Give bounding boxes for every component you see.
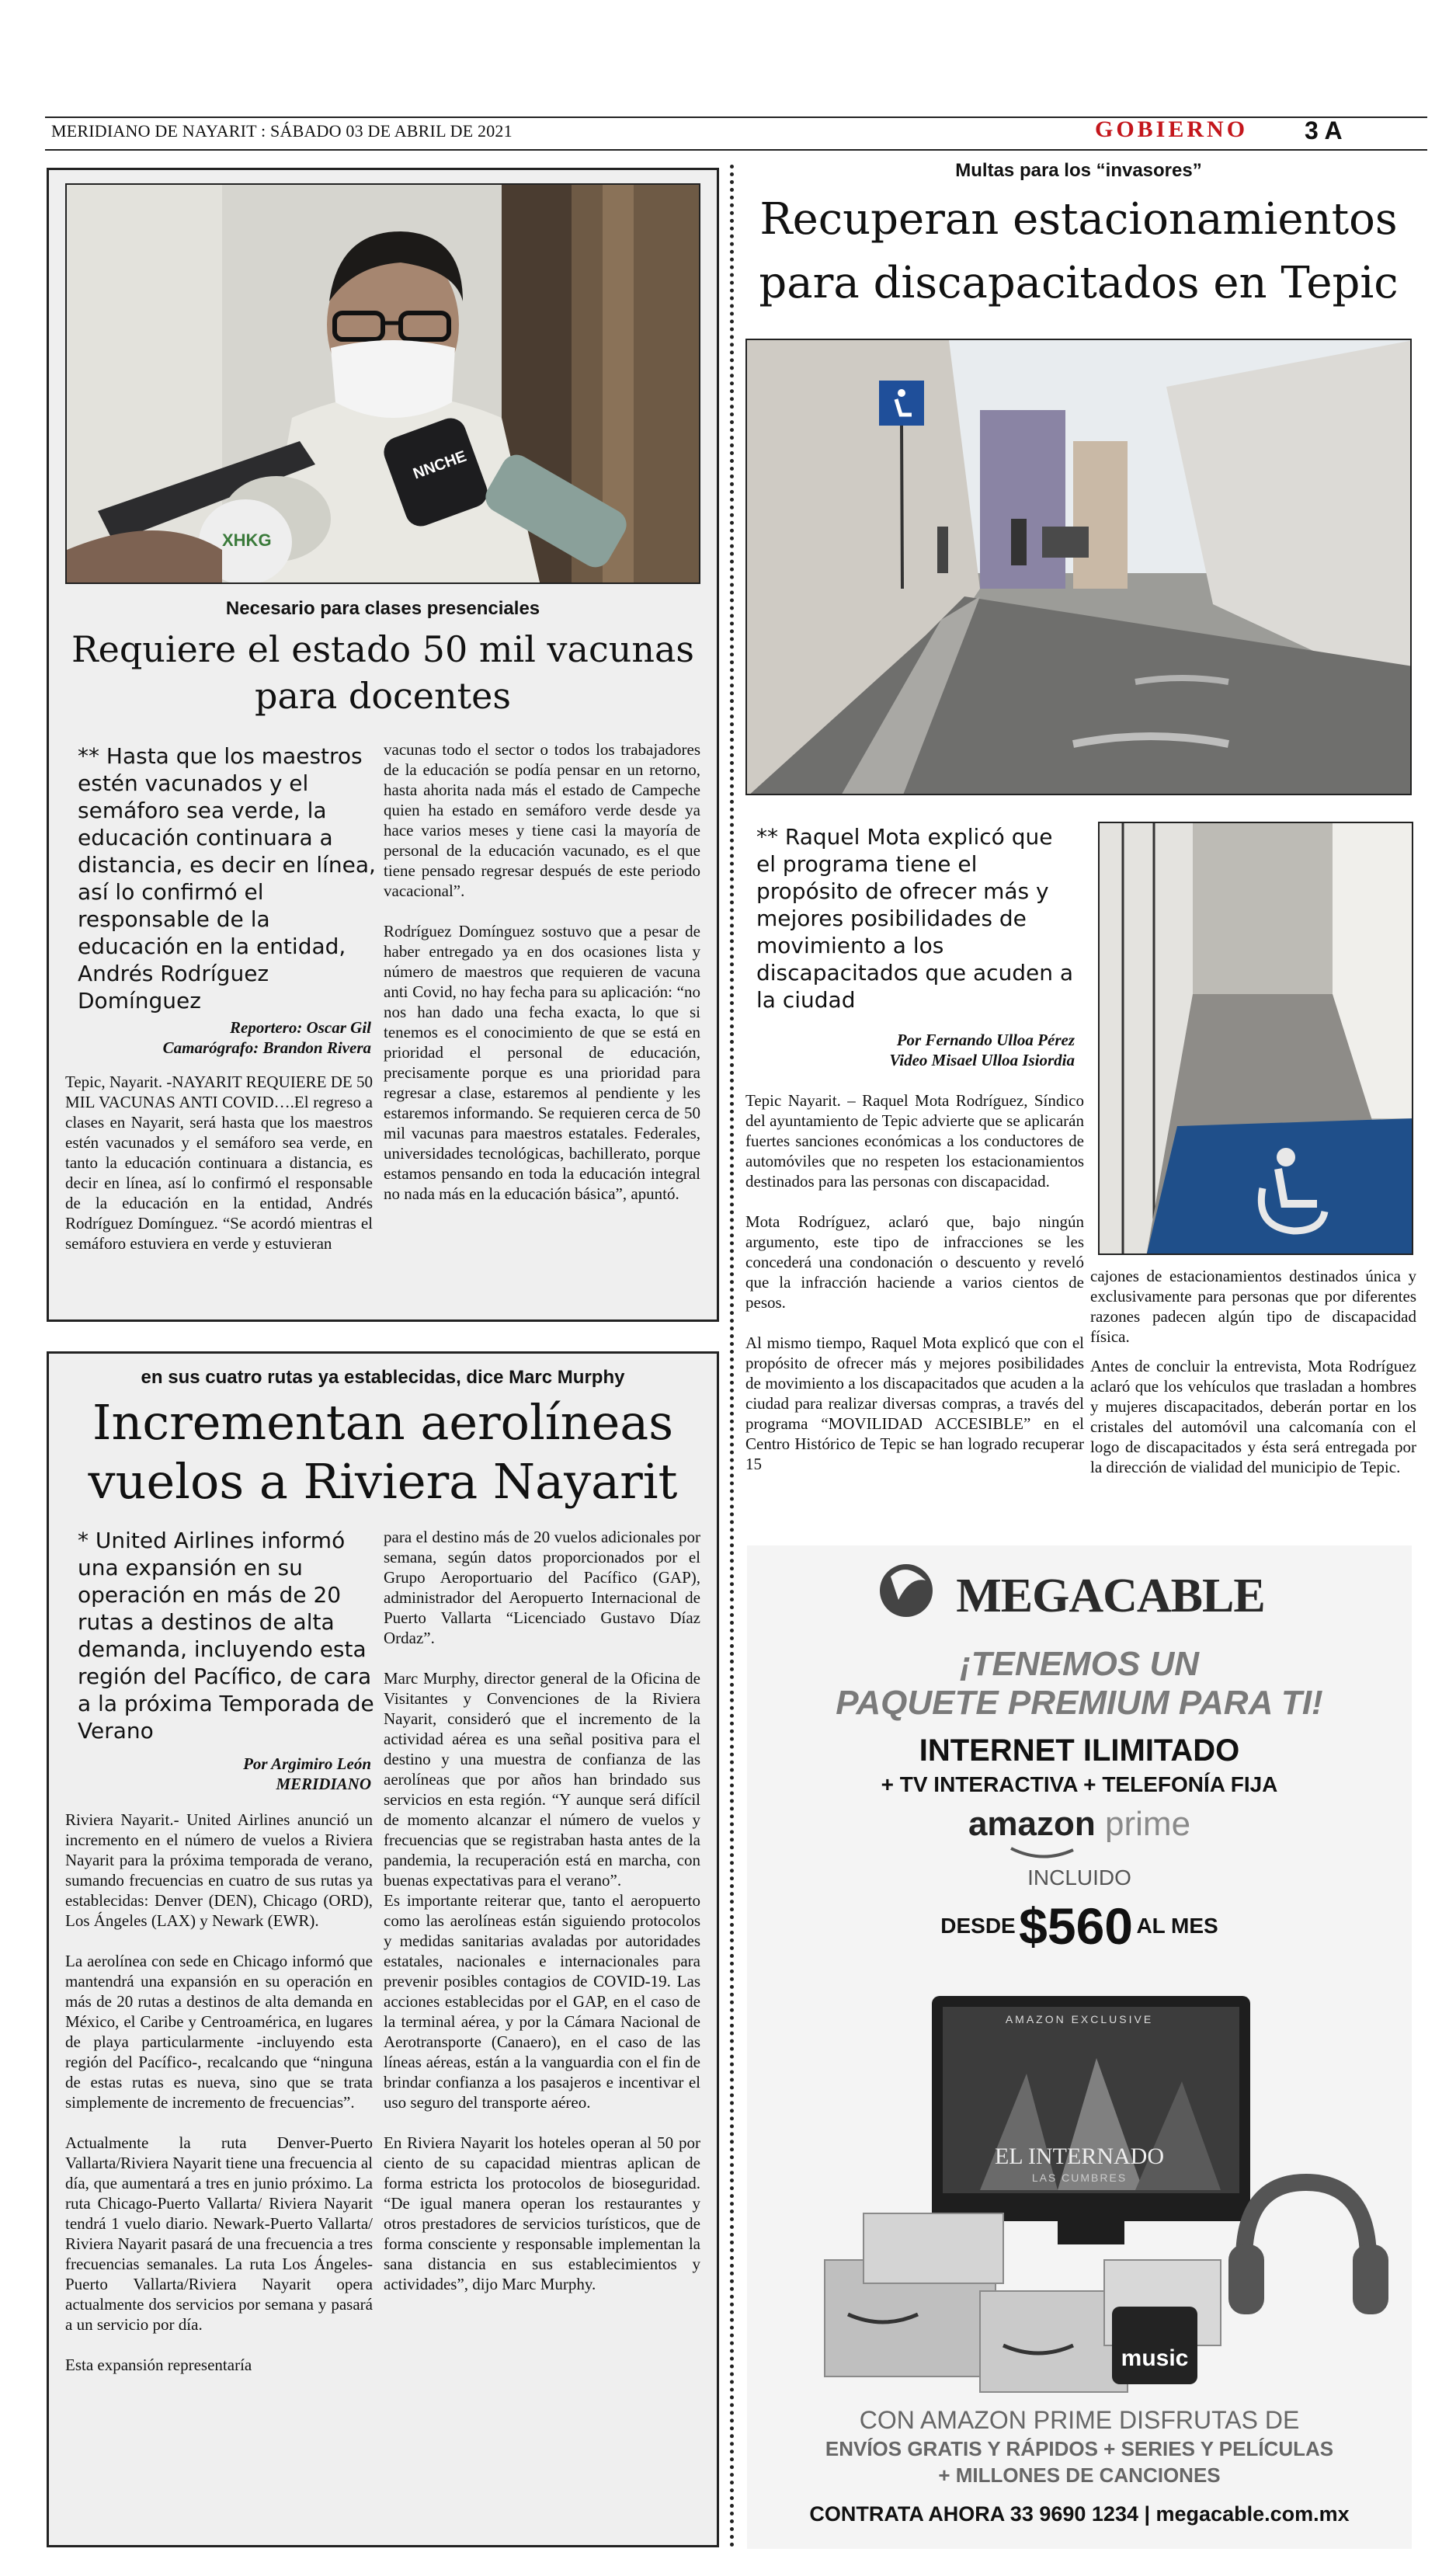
vacunas-left-column [65, 1072, 373, 1274]
estacionamientos-byline-video: Video Misael Ulloa Isiordia [889, 1051, 1075, 1069]
ad-price-line [747, 1897, 1412, 1956]
masthead-date: MERIDIANO DE NAYARIT : SÁBADO 03 DE ABRIL DE 2021 [51, 121, 513, 141]
vuelos-paragraph: La aerolínea con sede en Chicago informó que mantendrá una expansión en su operación en más de 20 rutas a destinos de alta demanda en México, el Caribe y Centroamérica, en lugares de playa particularmente -incluyendo esta región del Pacífico-, recalcando que “ninguna de estas rutas es nueva, sino que se trata simplemente de incremento de frecuencias”. [65, 1952, 373, 2112]
estacionamientos-paragraph: cajones de estacionamientos destinados única y exclusivamente para personas que por diferentes razones padecen algún tipo de discapacidad física. [1090, 1267, 1416, 1346]
vuelos-headline: Incrementan aerolíneas vuelos a Riviera Nayarit [88, 1394, 678, 1510]
vuelos-paragraph: para el destino más de 20 vuelos adicionales por semana, según datos proporcionados por el Grupo Aeroportuario del Pacífico (GAP), administrador del Aeropuerto Internacional de Puerto Vallarta “Licenciado Gustavo Díaz Ordaz”. [384, 1528, 700, 1647]
street-illustration [747, 340, 1412, 795]
ad-desde: DESDE [940, 1914, 1016, 1938]
vuelos-paragraph: Actualmente la ruta Denver-Puerto Vallarta/Riviera Nayarit tiene una frecuencia al día, que aumentará a tres en junio próximo. La ruta Chicago-Puerto Vallarta/ Riviera Nayarit tendrá 1 vuelo diario. Newark-Puerto Vallarta/ Riviera Nayarit pasará de una frecuencia a tres frecuencias semanales. La ruta Los Ángeles-Puerto Vallarta/Riviera Nayarit opera actualmente dos servicios por semana y pasará a un servicio por día. [65, 2133, 373, 2334]
estacionamientos-lead: ** Raquel Mota explicó que el programa tiene el propósito de ofrecer más y mejores posibilidades de movimiento a los discapacitados que acuden a la ciudad [756, 824, 1074, 1013]
estacionamientos-paragraph: Antes de concluir la entrevista, Mota Rodríguez aclaró que los vehículos que trasladan a hombres y mujeres discapacitados, deberán portar en los cristales del automóvil una calcomanía con el logo de discapacitados y ésta será entregada por la dirección de vialidad del municipio de Tepic. [1090, 1357, 1416, 1476]
vacunas-byline-reporter: Reportero: Oscar Gil [230, 1018, 371, 1037]
ad-contact: CONTRATA AHORA 33 9690 1234 | megacable.com.mx [809, 2502, 1350, 2526]
vuelos-paragraph: Marc Murphy, director general de la Oficina de Visitantes y Convenciones de la Riviera Nayarit, consideró que el incremento de la actividad aérea es una señal positiva para el destino y una muestra de confianza de las aerolíneas que por años han brindado sus servicios en esta región. “Y aunque será difícil de momento alcanzar el número de vuelos y frecuencias que se registraban hasta antes de la pandemia, la recuperación está en marcha, con buenas expectativas para el verano”. [384, 1669, 700, 1890]
estacionamientos-byline [756, 1030, 1075, 1070]
photo-street-parking [745, 339, 1412, 795]
sidewalk-illustration [1100, 823, 1413, 1255]
estacionamientos-right-column [1090, 1266, 1416, 1497]
estacionamientos-headline: Recuperan estacionamientos para discapacitados en Tepic [759, 194, 1399, 308]
photo-accessible-parking-sign [1098, 822, 1413, 1255]
vuelos-byline-outlet: MERIDIANO [276, 1775, 371, 1793]
amazon-wordmark: amazon [968, 1805, 1096, 1843]
vuelos-byline-reporter: Por Argimiro León [243, 1754, 371, 1773]
vuelos-kicker: en sus cuatro rutas ya establecidas, dice Marc Murphy [141, 1367, 625, 1388]
vuelos-paragraph: En Riviera Nayarit los hoteles operan al 50 por ciento de su capacidad mientras aplican de forma estricta los protocolos de bioseguridad. “De igual manera operan los restaurantes y otros prestadores de servicios turísticos, que de forma consciente y responsable implementan la sana distancia en sus establecimientos y actividades”, dijo Marc Murphy. [384, 2133, 700, 2293]
vacunas-byline [78, 1017, 371, 1058]
vuelos-lead: * United Airlines informó una expansión en su operación en más de 20 rutas a destinos de alta demanda, incluyendo esta región del Pacífico, de cara a la próxima Temporada de Verano [78, 1528, 374, 1744]
vacunas-kicker: Necesario para clases presenciales [225, 598, 540, 619]
section-name: GOBIERNO [1095, 116, 1249, 142]
tv-screen-label: AMAZON EXCLUSIVE [1005, 2013, 1154, 2025]
megacable-logo: MEGACABLE [956, 1570, 1265, 1622]
vacunas-byline-camera: Camarógrafo: Brandon Rivera [162, 1038, 371, 1057]
prime-wordmark: prime [1105, 1805, 1191, 1843]
vacunas-headline: Requiere el estado 50 mil vacunas para docentes [71, 628, 695, 717]
vuelos-left-column [65, 1810, 373, 2395]
ad-price: $560 [1019, 1897, 1133, 1955]
vacunas-paragraph: vacunas todo el sector o todos los trabajadores de la educación se podía pensar en un retorno, hasta ahorita nada más el estado de Campeche quien ha estado en semáforo verde desde ya hace varios meses y tiene casi la mayoría de personal de la educación vacunado, es el que tiene pensado regresar después de este periodo vacacional”. [384, 740, 700, 900]
estacionamientos-kicker: Multas para los “invasores” [955, 160, 1202, 181]
tv-show-title: EL INTERNADO [994, 2144, 1164, 2169]
estacionamientos-paragraph: Al mismo tiempo, Raquel Mota explicó que con el propósito de ofrecer más y mejores posibilidades de movimiento a los discapacitados que acuden a la ciudad para realizar diversas compras, a través del programa “MOVILIDAD ACCESIBLE” en el Centro Histórico de Tepic se han logrado recuperar 15 [745, 1333, 1084, 1473]
tv-show-subtitle: LAS CUMBRES [1031, 2171, 1128, 2184]
photo-official-interview [65, 183, 700, 584]
ad-included: INCLUIDO [1027, 1865, 1131, 1890]
estacionamientos-paragraph: Tepic Nayarit. – Raquel Mota Rodríguez, Síndico del ayuntamiento de Tepic advierte que se aplicarán fuertes sanciones económicas a los conductores de automóviles que no respeten los estacionamientos destinados para las personas con discapacidad. [745, 1091, 1084, 1191]
vacunas-right-column [384, 739, 700, 1224]
ad-benefits-line1: CON AMAZON PRIME DISFRUTAS DE [859, 2406, 1300, 2434]
estacionamientos-byline-reporter: Por Fernando Ulloa Pérez [896, 1031, 1075, 1049]
vuelos-byline [78, 1754, 371, 1794]
microphone-label-nnche: NNCHE [411, 447, 469, 483]
estacionamientos-left-column [745, 1090, 1084, 1494]
vacunas-paragraph: Rodríguez Domínguez sostuvo que a pesar de haber entregado ya en dos ocasiones lista y número de maestros que requieren de vacuna anti Covid, no hay fecha para su aplicación: “no nos han dado una fecha exacta, lo que si tenemos es el conocimiento de que se está en prioridad el personal de educación, precisamente porque es una prioridad para regresar a clase, estaremos al pendiente y les estaremos informando. Se requieren cerca de 50 mil vacunas para maestros estatales. Federales, universidades tecnológicas, bachillerato, porque estamos pensando en toda la educación integral no nada más en la educación básica”, apuntó. [384, 922, 700, 1203]
ad-per-month: AL MES [1136, 1914, 1218, 1938]
ad-tagline-line1: ¡TENEMOS UN [960, 1645, 1199, 1683]
megacable-advertisement [747, 1545, 1412, 2549]
ad-benefits-line3: + MILLONES DE CANCIONES [938, 2463, 1221, 2487]
microphone-label-xhkg: XHKG [222, 530, 272, 550]
page-number: 3 A [1305, 116, 1343, 144]
vacunas-paragraph: Tepic, Nayarit. -NAYARIT REQUIERE DE 50 MIL VACUNAS ANTI COVID….El regreso a clases en Nayarit, será hasta que los maestros estén vacunados y el semáforo sea verde, en tanto la educación continuara a distancia, es decir en línea, así lo confirmó el responsable de la educación en la entidad, Andrés Rodríguez Domínguez. “Se acordó mientras el semáforo estuviera en verde y estuvieran [65, 1073, 373, 1253]
column-divider [730, 165, 734, 2549]
ad-internet-ilimitado: INTERNET ILIMITADO [919, 1733, 1240, 1768]
vuelos-paragraph: Esta expansión representaría [65, 2356, 252, 2374]
interview-illustration [67, 185, 700, 584]
amazon-prime-logo [747, 1805, 1412, 1844]
vuelos-paragraph: Riviera Nayarit.- United Airlines anunció un incremento en el número de vuelos a Riviera Nayarit para la próxima temporada de verano, sumando frecuencias en cuatro de sus rutas ya establecidas: Denver (DEN), Chicago (ORD), Los Ángeles (LAX) y Newark (EWR). [65, 1810, 373, 1930]
ad-benefits-line2: ENVÍOS GRATIS Y RÁPIDOS + SERIES Y PELÍCULAS [825, 2437, 1334, 2460]
ad-tagline-line2: PAQUETE PREMIUM PARA TI! [836, 1684, 1323, 1722]
estacionamientos-paragraph: Mota Rodríguez, aclaró que, bajo ningún argumento, este tipo de infracciones se les concederá una condonación o descuento y reveló que la infracción haciende a varios cientos de pesos. [745, 1212, 1084, 1312]
vuelos-paragraph: Es importante reiterar que, tanto el aeropuerto como las aerolíneas están siguiendo protocolos y medidas sanitarias avaladas por autoridades estatales, nacionales e internacionales para prevenir posibles contagios de COVID-19. Las acciones establecidas por el GAP, en el caso de la terminal aérea, y por la Cámara Nacional de Aerotransporte (Canaero), en el caso de las líneas aéreas, están a la vanguardia con el fin de brindar confianza a los pasajeros e incentivar el uso seguro del transporte aéreo. [384, 1891, 700, 2112]
vuelos-right-column [384, 1527, 700, 2314]
vacunas-lead: ** Hasta que los maestros estén vacunados y el semáforo sea verde, la educación continuara a distancia, es decir en línea, así lo confirmó el responsable de la educación en la entidad, Andrés Rodríguez Domínguez [78, 743, 376, 1014]
ad-services: + TV INTERACTIVA + TELEFONÍA FIJA [881, 1772, 1278, 1796]
amazon-music-logo: music [1121, 2345, 1189, 2371]
